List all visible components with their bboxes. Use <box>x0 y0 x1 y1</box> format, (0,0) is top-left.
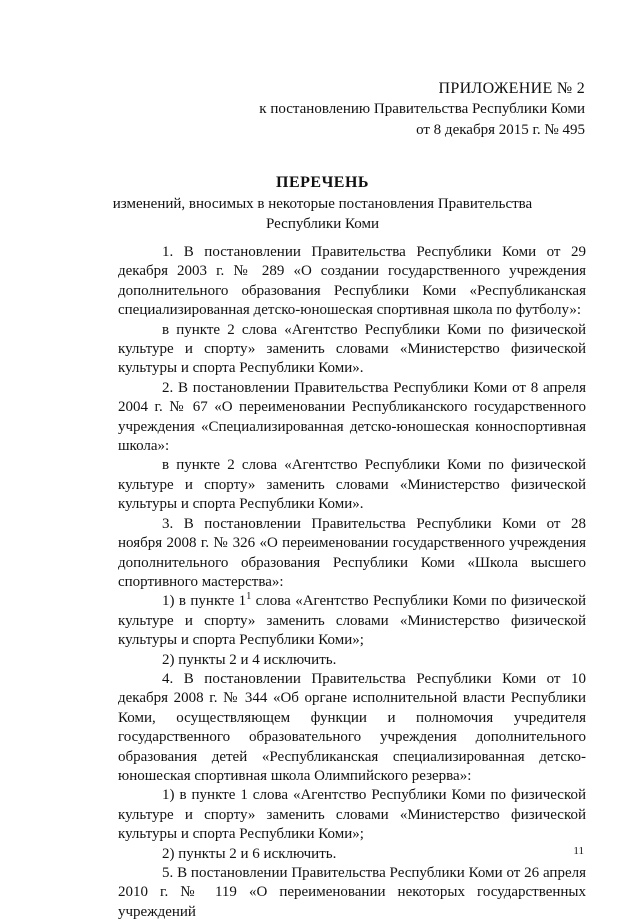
superscript: 1 <box>246 591 252 603</box>
paragraph-item-3: 3. В постановлении Правительства Республики Коми от 28 ноября 2008 г. № 326 «О переименовании государственного учреждения дополнительного образования Республики Коми «Школа высшего спортивного мастерства»: <box>118 515 586 590</box>
heading-subtitle-line2: Республики Коми <box>266 216 379 232</box>
appendix-header <box>259 78 585 141</box>
paragraph-item-1: 1. В постановлении Правительства Республики Коми от 29 декабря 2003 г. № 289 «О создании государственного учреждения дополнительного образования Республики Коми «Республиканская специализированная детско-юношеская спортивная школа по футболу»: <box>118 244 586 319</box>
paragraph-item-4-sub2: 2) пункты 2 и 6 исключить. <box>162 845 337 862</box>
document-heading <box>60 172 585 234</box>
paragraph-item-1-change: в пункте 2 слова «Агентство Республики Коми по физической культуре и спорту» заменить словами «Министерство физической культуры и спорта Республики Коми». <box>118 321 586 377</box>
sub1-before: 1) в пункте 1 <box>162 593 247 610</box>
heading-subtitle-line1: изменений, вносимых в некоторые постановления Правительства <box>112 196 533 212</box>
paragraph-item-3-sub2: 2) пункты 2 и 4 исключить. <box>162 651 337 668</box>
appendix-date: от 8 декабря 2015 г. № 495 <box>416 122 585 138</box>
sub1-after: слова «Агентство Республики Коми по физической культуре и спорту» заменить словами «Министерство физической культуры и спорта Республики Коми»; <box>118 593 587 649</box>
document-body <box>118 243 586 922</box>
paragraph-item-3-sub1 <box>118 592 586 650</box>
paragraph-item-4: 4. В постановлении Правительства Республики Коми от 10 декабря 2008 г. № 344 «Об органе исполнительной власти Республики Коми, осуществляющем функции и полномочия учредителя государственного образовательного учреждения дополнительного образования детей «Республиканская специализированная детско-юношеская спортивная школа Олимпийского резерва»: <box>118 670 586 784</box>
heading-title: ПЕРЕЧЕНЬ <box>276 174 369 191</box>
paragraph-item-2: 2. В постановлении Правительства Республики Коми от 8 апреля 2004 г. № 67 «О переименовании Республиканского государственного учреждения «Специализированная детско-юношеская конноспортивная школа»: <box>118 379 586 455</box>
appendix-reference: к постановлению Правительства Республики Коми <box>259 101 585 117</box>
paragraph-item-4-sub1: 1) в пункте 1 слова «Агентство Республики Коми по физической культуре и спорту» заменить словами «Министерство физической культуры и спорта Республики Коми»; <box>118 787 586 843</box>
paragraph-item-2-change: в пункте 2 слова «Агентство Республики Коми по физической культуре и спорту» заменить словами «Министерство физической культуры и спорта Республики Коми». <box>118 457 586 513</box>
page-number: 11 <box>573 845 584 857</box>
appendix-title: ПРИЛОЖЕНИЕ № 2 <box>438 80 585 97</box>
paragraph-item-5: 5. В постановлении Правительства Республики Коми от 26 апреля 2010 г. № 119 «О переименовании некоторых государственных учреждений <box>118 865 586 920</box>
